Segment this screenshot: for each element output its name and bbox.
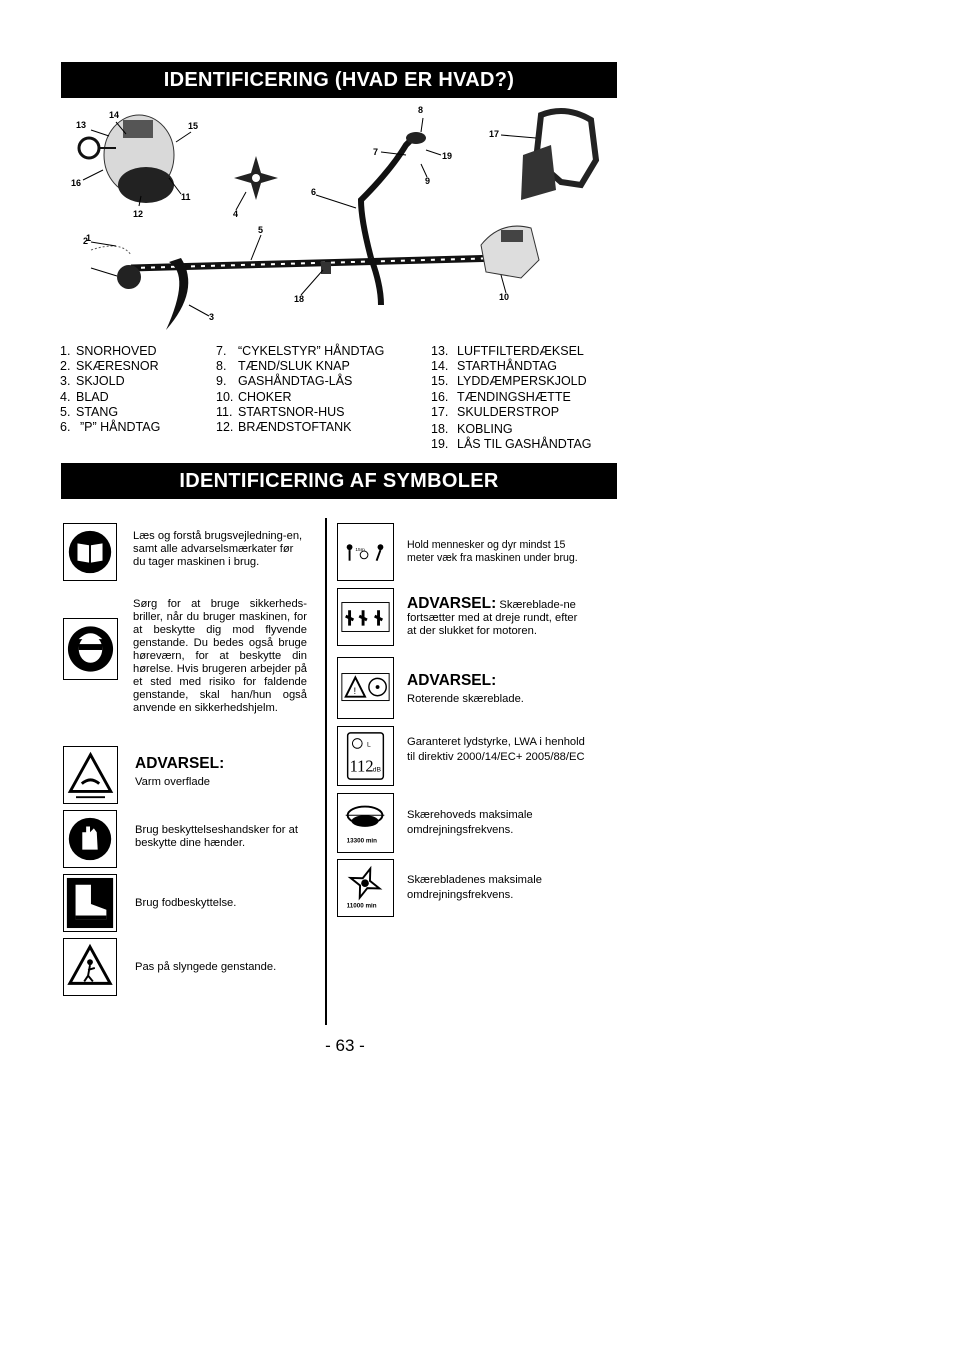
part-item: 11. STARTSNOR-HUS	[216, 404, 345, 419]
part-item: 14. STARTHÅNDTAG	[431, 359, 558, 374]
head-speed-icon	[337, 793, 394, 853]
trimmer-illustration	[61, 100, 617, 340]
parts-list-col3	[431, 344, 592, 452]
part-item: 2. SKÆRESNOR	[60, 359, 159, 374]
read-manual-text: Læs og forstå brugsvejledning-en, samt alle advarselsmærkater før du tager maskinen i brug.	[133, 530, 303, 568]
keep-distance-text: Hold mennesker og dyr mindst 15 meter væk fra maskinen under brug.	[407, 539, 578, 564]
engine-detail-drawing	[79, 115, 174, 203]
part-item: 3. SKJOLD	[60, 374, 125, 389]
blade-speed-value: 11000 min	[346, 902, 377, 910]
trimmer-diagram	[61, 100, 617, 340]
head-speed-text: Skærehoveds maksimale omdrejningsfrekvens.	[407, 809, 533, 836]
callout-5: 5	[258, 225, 264, 235]
callout-11: 11	[181, 192, 191, 202]
coupling-drawing	[321, 262, 331, 274]
noise-value: 112	[349, 756, 374, 776]
section-title-symbols: IDENTIFICERING AF SYMBOLER	[61, 463, 617, 499]
callout-8: 8	[418, 105, 424, 115]
rotating-blade-title: ADVARSEL:	[407, 672, 497, 689]
callout-3: 3	[209, 312, 215, 322]
callout-10: 10	[499, 292, 510, 302]
boots-icon	[63, 874, 117, 932]
part-item: 6. ”P” HÅNDTAG	[60, 420, 161, 435]
blade-speed-text: Skærebladenes maksimale omdrejningsfrekvens.	[407, 874, 542, 901]
gloves-icon	[63, 810, 117, 868]
hot-surface-text: Varm overflade	[135, 776, 211, 788]
boots-text: Brug fodbeskyttelse.	[135, 897, 237, 909]
column-divider	[325, 518, 327, 1025]
section-title-identification: IDENTIFICERING (HVAD ER HVAD?)	[61, 62, 617, 98]
callout-14: 14	[109, 110, 120, 120]
blade-speed-icon	[337, 859, 394, 917]
part-item: 1. SNORHOVED	[60, 344, 157, 358]
eye-protection-text: Sørg for at bruge sikkerheds-briller, når du bruger maskinen, for at beskytte dig mod flyvende genstande. Du bedes også bruge høreværn, for at beskytte din hørelse. Hvis brugeren arbejder på et sted med risiko for faldende genstande, skal han/hun også anvende en sikkerhedshjelm.	[133, 598, 307, 714]
callout-2: 2	[83, 236, 89, 246]
part-item: 10. CHOKER	[216, 389, 292, 404]
callout-6: 6	[311, 187, 317, 197]
cutting-line-drawing	[91, 246, 131, 255]
part-item: 17. SKULDERSTROP	[431, 404, 560, 419]
svg-text:dB: dB	[372, 766, 382, 774]
distance-label: 15m	[355, 548, 365, 554]
callout-19: 19	[442, 151, 453, 161]
blade-continues-text: Skæreblade-ne fortsætter med at dreje rundt, efter at der slukket for motoren.	[407, 599, 578, 637]
part-item: 18. KOBLING	[431, 422, 513, 437]
part-item: 7. “CYKELSTYR” HÅNDTAG	[216, 344, 385, 358]
part-item: 13. LUFTFILTERDÆKSEL	[431, 344, 584, 358]
part-item: 19. LÅS TIL GASHÅNDTAG	[431, 437, 592, 452]
keep-distance-icon	[337, 523, 394, 581]
blade-continues-warning	[407, 597, 582, 638]
blade-continues-icon	[337, 588, 394, 646]
shaft-drawing	[131, 258, 501, 268]
part-item: 12. BRÆNDSTOFTANK	[216, 420, 352, 435]
read-manual-icon	[63, 523, 117, 581]
callout-12: 12	[133, 209, 144, 219]
part-item: 15. LYDDÆMPERSKJOLD	[431, 374, 587, 389]
head-speed-value: 13300 min	[346, 837, 377, 845]
hot-surface-icon	[63, 746, 118, 804]
noise-level-icon	[337, 726, 394, 786]
page-number: - 63 -	[325, 1036, 365, 1055]
callout-13: 13	[76, 120, 87, 130]
gloves-text: Brug beskyttelseshandsker for at beskytte dine hænder.	[135, 824, 298, 849]
thrown-objects-icon	[63, 938, 117, 996]
part-item: 9. GASHÅNDTAG-LÅS	[216, 374, 353, 389]
hot-surface-warning-title: ADVARSEL:	[135, 755, 225, 772]
eye-ear-protection-icon	[63, 618, 118, 680]
noise-level-text: Garanteret lydstyrke, LWA i henhold til direktiv 2000/14/EC+ 2005/88/EC	[407, 736, 585, 763]
thrown-objects-text: Pas på slyngede genstande.	[135, 961, 277, 973]
callout-4: 4	[233, 209, 239, 219]
trimmer-head-drawing	[117, 265, 141, 289]
part-item: 4. BLAD	[60, 389, 109, 404]
svg-text:L: L	[366, 741, 371, 749]
rotating-blade-icon	[337, 657, 394, 719]
shoulder-strap-drawing	[521, 111, 596, 200]
callout-7: 7	[373, 147, 379, 157]
callout-17: 17	[489, 129, 500, 139]
blade-continues-title: ADVARSEL:	[407, 595, 497, 612]
svg-text:!: !	[353, 685, 357, 697]
engine-drawing	[481, 226, 539, 278]
parts-list-col1	[60, 344, 160, 435]
callout-1: 1	[86, 233, 92, 243]
callout-16: 16	[71, 178, 82, 188]
part-item: 5. STANG	[60, 404, 119, 419]
rotating-blade-text: Roterende skæreblade.	[407, 693, 524, 705]
callout-9: 9	[425, 176, 431, 186]
part-item: 8. TÆND/SLUK KNAP	[216, 359, 350, 374]
part-item: 16. TÆNDINGSHÆTTE	[431, 389, 571, 404]
callout-18: 18	[294, 294, 305, 304]
callout-15: 15	[188, 121, 199, 131]
blade-drawing	[234, 156, 278, 200]
parts-list-col2	[216, 344, 384, 435]
handlebar-drawing	[361, 135, 416, 258]
